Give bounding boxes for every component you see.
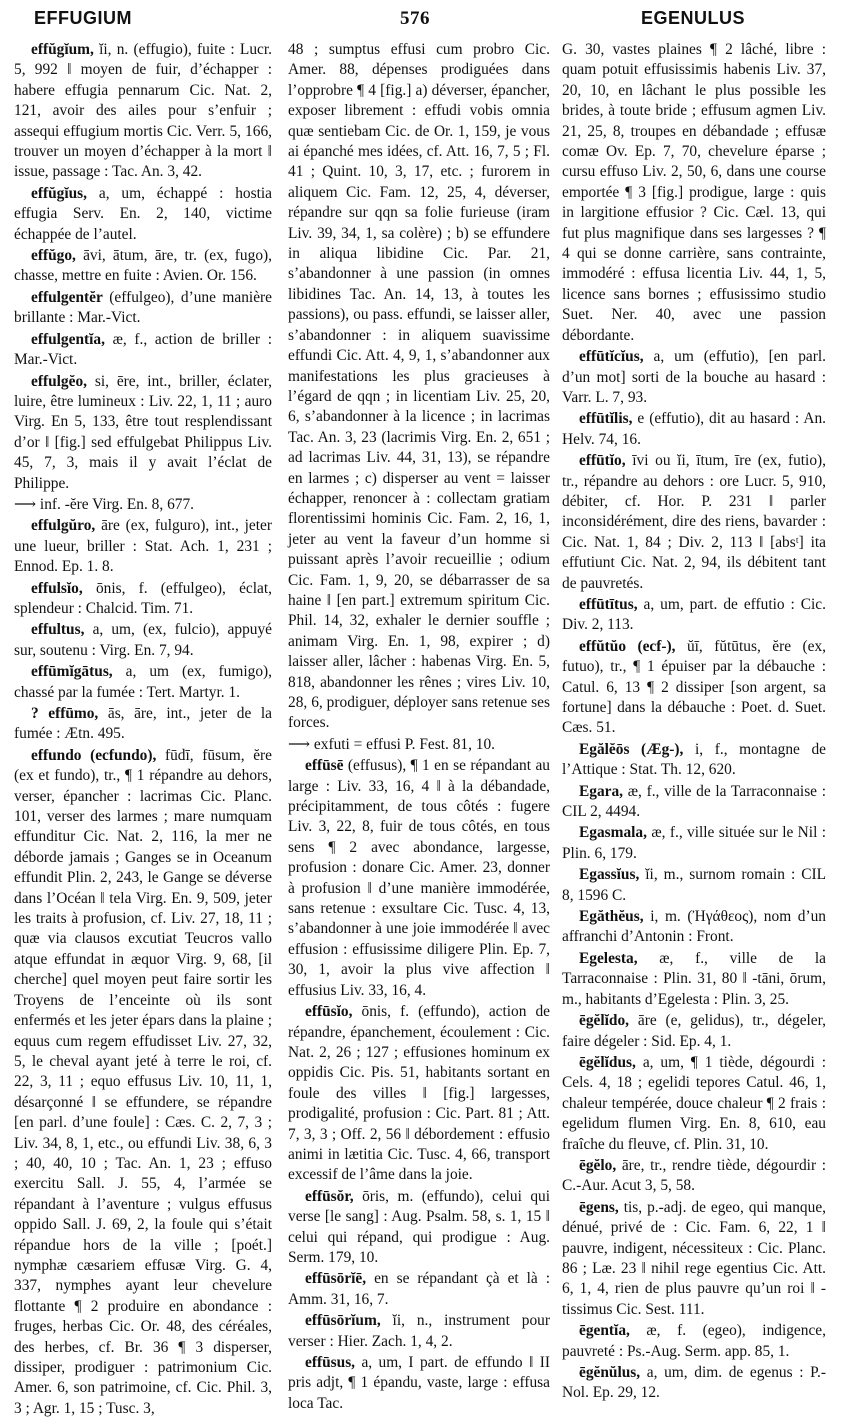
entry-body: āre (e, gelidus), tr., dégeler, faire dégeler : Sid. Ep. 4, 1. (562, 1012, 826, 1050)
entry-headword: ēgĕnŭlus, (579, 1364, 641, 1381)
entry-headword: ēgĕlo, (579, 1156, 617, 1174)
entry-headword: ēgentĭa, (579, 1322, 630, 1340)
entry-body: ĭi, n. (effugio), fuite : Lucr. 5, 992 ‖ moyen de fuir, d’échapper : habere effugia pennarum Cic. Nat. 2, 121, avoir des ailes pour s’enfuir ; assequi effugium mortis Cic. Verr. 5, 166, trouver un moyen d’échapper à la mort ‖ issue, passage : Tac. An. 3, 42. (14, 41, 272, 181)
entry-body: e (effutio), dit au hasard : An. Helv. 74, 16. (562, 410, 826, 448)
dictionary-entry (14, 620, 272, 661)
dictionary-entry (562, 1321, 826, 1362)
dictionary-entry (562, 782, 826, 823)
entry-headword: ēgens, (579, 1198, 619, 1216)
entry-body: ĭi, n., instrument pour verser : Hier. Zach. 1, 4, 2. (288, 1312, 550, 1350)
entry-body: ōnis, f. (effulgeo), éclat, splendeur : Chalcid. Tim. 71. (14, 579, 272, 617)
dictionary-entry (14, 372, 272, 494)
dictionary-entry (288, 1187, 550, 1269)
entry-headword: effulsĭo, (31, 579, 83, 597)
entry-body: a, um, dim. de egenus : P.-Nol. Ep. 29, 12. (562, 1364, 826, 1402)
dictionary-entry (14, 40, 272, 183)
dictionary-entry (14, 288, 272, 329)
entry-body: æ, f., action de briller : Mar.-Vict. (14, 330, 272, 369)
dictionary-entry (562, 907, 826, 948)
entry-body: īvi ou ĭi, ītum, īre (ex, futio), tr., répandre au dehors : ore Lucr. 5, 910, débiter, cf. Hor. P. 231 ‖ parler inconsidérément, dire des riens, bavarder : Cic. Nat. 1, 84 ; Div. 2, 113 ‖ [absᵗ] ita effutiunt Cic. Nat. 2, 94, ils débitent tant de pauvretés. (562, 452, 826, 592)
entry-headword: effūsŏr, (305, 1187, 354, 1205)
running-head-right: EGENULUS (640, 8, 745, 28)
entry-body: (effusus), ¶ 1 en se répandant au large : Liv. 33, 16, 4 ‖ à la débandade, précipitamment, de tous côtés : fugere Liv. 3, 22, 8, fuir de tous côtés, en tous sens ¶ 2 avec abondance, largesse, profusion : donare Cic. Amer. 23, donner à profusion ‖ d’une manière immodérée, sans retenue : exsultare Cic. Tusc. 4, 13, s’abandonner à une joie immodérée ‖ avec effusion : effusissime diligere Plin. Ep. 7, 30, 1, avoir la plus vive affection ‖ effusius Liv. 33, 16, 4. (288, 757, 550, 999)
entry-body: i, m. (Ἠγάθεος), nom d’un affranchi d’Antonin : Front. (562, 908, 826, 946)
entry-headword: Egassĭus, (579, 866, 640, 884)
entry-body: i, f., montagne de l’Attique : Stat. Th. 12, 620. (562, 740, 826, 779)
entry-body: ōris, m. (effundo), celui qui verse [le sang] : Aug. Psalm. 58, s. 1, 15 ‖ celui qui répand, qui prodigue : Aug. Serm. 179, 10. (288, 1187, 550, 1266)
entry-body: fūdī, fūsum, ĕre (ex et fundo), tr., ¶ 1 répandre au dehors, verser, épancher : lacrimas Cic. Planc. 101, verser des larmes ; mare numquam effunditur Cic. Nat. 2, 116, la mer ne déborde jamais ; Ganges se in Oceanum effundit Plin. 2, 243, le Gange se déverse dans l’Océan ‖ tela Virg. En. 9, 509, jeter les traits à profusion, cf. Liv. 27, 18, 11 ; quæ via clausos excutiat Teucros vallo atque effundat in æquor Virg. 9, 68, [il cherche] quel moyen peut faire sortir les Troyens de l’enceinte où ils sont enfermés et les jeter épars dans la plaine ; equus cum regem effudisset Liv. 27, 32, 5, le cheval ayant jeté à terre le roi, cf. 22, 3, 11 ; equo effusus Liv. 10, 11, 1, désarçonné ‖ se effundere, se répandre [en parl. d’une foule] : Cæs. C. 2, 7, 3 ; Liv. 34, 8, 1, etc., ou effundi Liv. 38, 6, 3 ; 40, 40, 10 ; Tac. An. 1, 23 ; effuso exercitu Sall. J. 55, 4, l’armée se répandant à l’aventure ; vulgus effusus oppido Sall. J. 69, 2, la foule qui s’était répandue hors de la ville ; [poét.] nymphæ cæsariem effusæ Virg. G. 4, 337, nymphes ayant leur chevelure flottante ¶ 2 produire en abondance : fruges, herbas Cic. Or. 48, des céréales, des herbes, cf. Br. 36 ¶ 3 disperser, dissiper, prodiguer : patrimonium Cic. Amer. 6, son patrimoine, cf. Cic. Phil. 3, 3 ; Agr. 1, 15 ; Tusc. 3, (14, 746, 272, 1417)
entry-body: a, um, échappé : hostia effugia Serv. En. 2, 140, victime échappée de l’autel. (14, 184, 272, 243)
dictionary-entry (562, 1363, 826, 1404)
entry-headword: effulgĕo, (31, 372, 87, 390)
dictionary-entry (562, 740, 826, 781)
entry-headword: effultus, (31, 621, 85, 639)
entry-body: āre (ex, fulguro), int., jeter une lueur, briller : Stat. Ach. 1, 231 ; Ennod. Ep. 1. 8. (14, 517, 272, 576)
entry-headword: effūsĭo, (305, 1003, 353, 1021)
entry-headword: effūmĭgātus, (31, 663, 113, 681)
entry-headword: effūtĭcĭus, (579, 348, 644, 366)
entry-headword: effŭgĭus, (31, 184, 88, 202)
dictionary-entry (562, 40, 826, 346)
entry-headword: Egasmala, (579, 824, 647, 842)
entry-body: (effulgeo), d’une manière brillante : Mar.-Vict. (14, 288, 272, 327)
dictionary-entry (562, 347, 826, 408)
entry-body: G. 30, vastes plaines ¶ 2 lâché, libre : quam potuit effusissimis habenis Liv. 37, 20, 10, en lâchant le plus possible les brides, à toute bride ; effusum agmen Liv. 21, 25, 8, troupes en débandade ; effusæ comæ Ov. Ep. 7, 70, chevelure éparse ; cursu effuso Liv. 2, 50, 6, dans une course emportée ¶ 3 [fig.] prodigue, large : quis in largitione effusior ? Cic. Cæl. 13, qui fut plus magnifique dans ses largesses ? ¶ 4 qui se donne carrière, sans contrainte, immodéré : effusa licentia Liv. 44, 1, 5, licence sans bornes ; effusissimo studio Suet. Ner. 40, avec une passion débordante. (562, 41, 826, 344)
entry-headword: effundo (ecfundo), (31, 746, 157, 764)
entry-body: æ, f., ville de la Tarraconnaise : CIL 2, 4494. (562, 782, 826, 821)
dictionary-entry (14, 184, 272, 245)
entry-headword: effūsōrĭum, (305, 1312, 381, 1330)
entry-body: æ, f., ville située sur le Nil : Plin. 6, 179. (562, 824, 826, 862)
entry-headword: effūsē (305, 757, 344, 775)
running-head-left: EFFUGIUM (34, 8, 132, 28)
dictionary-entry (288, 1269, 550, 1310)
dictionary-entry (288, 1353, 550, 1414)
dictionary-entry (14, 516, 272, 577)
entry-body: ⟶ exfuti = effusi P. Fest. 81, 10. (288, 735, 496, 753)
entry-body: a, um, part. de effutio : Cic. Div. 2, 113. (562, 595, 826, 634)
column-3 (562, 40, 826, 1402)
column-2 (288, 40, 550, 1412)
entry-body: ĭi, m., surnom romain : CIL 8, 1596 C. (562, 866, 826, 904)
dictionary-entry (288, 1002, 550, 1186)
dictionary-entry (562, 595, 826, 636)
dictionary-entry (562, 823, 826, 864)
entry-headword: Egelesta, (579, 949, 638, 967)
dictionary-entry (562, 409, 826, 450)
dictionary-entry (288, 1311, 550, 1352)
entry-body: āre, tr., rendre tiède, dégourdir : C.-Aur. Acut 3, 5, 58. (562, 1156, 826, 1195)
entry-body: a, um (ex, fumigo), chassé par la fumée : Tert. Martyr. 1. (14, 663, 272, 701)
dictionary-entry (562, 1053, 826, 1155)
page-header (0, 0, 841, 36)
entry-body: āvi, ātum, āre, tr. (ex, fugo), chasse, mettre en fuite : Avien. Or. 156. (14, 247, 272, 285)
dictionary-entry (14, 330, 272, 371)
dictionary-entry (288, 40, 550, 734)
dictionary-entry (14, 495, 272, 515)
entry-headword: effulgentĕr (31, 288, 103, 306)
entry-body: si, ēre, int., briller, éclater, luire, être lumineux : Liv. 22, 1, 11 ; auro Virg. En 5, 133, être tout resplendissant d’or ‖ [fig.] sed effulgebat Philippus Liv. 45, 7, 3, mais il y avait l’éclat de Philippe. (14, 372, 272, 492)
entry-headword: effulgŭro, (31, 517, 96, 535)
entry-headword: effūsus, (305, 1354, 356, 1371)
dictionary-entry (562, 865, 826, 906)
dictionary-entry (562, 451, 826, 594)
entry-headword: effŭgĭum, (31, 41, 94, 58)
entry-headword: effŭgo, (31, 247, 76, 265)
entry-body: ŭī, fŭtūtus, ĕre (ex, futuo), tr., ¶ 1 épuiser par la débauche : Catul. 6, 13 ¶ 2 dissiper [son argent, sa fortune] dans la débauche : Poet. d. Suet. Cæs. 51. (562, 637, 826, 737)
entry-body: a, um (effutio), [en parl. d’un mot] sorti de la bouche au hasard : Varr. L. 7, 93. (562, 348, 826, 406)
dictionary-entry (14, 579, 272, 620)
entry-body: 48 ; sumptus effusi cum probro Cic. Amer. 88, dépenses prodiguées dans l’opprobre ¶ 4 [fig.] a) déverser, épancher, exposer librement : effudi vobis omnia quæ sentiebam Cic. de Or. 1, 159, je vous ai épanché mes idées, cf. Att. 16, 7, 5 ; Fl. 41 ; Quint. 10, 3, 17, etc. ; furorem in aliquem Cic. Fam. 12, 25, 4, déverser, répandre sur qqn sa folie furieuse (iram Liv. 39, 34, 1, sa colère) ; b) se effundere in aliqua libidine Cic. Par. 21, s’abandonner à une passion (in omnes libidines Tac. An. 14, 13, à toutes les passions), ou pass. effundi, se laisser aller, s’abandonner : in aliquem suavissime effundi Cic. Att. 4, 9, 1, s’abandonner aux manifestations les plus gracieuses à l’égard de qqn ; in licentiam Liv. 25, 20, 6, s’abandonner à la licence ; in lacrimas Tac. An. 3, 23 (lacrimis Virg. En. 2, 651 ; ad lacrimas Liv. 44, 31, 13), se répandre en larmes ; c) disperser au vent = laisser échapper, renoncer à : collectam gratiam florentissimi hominis Cic. Fam. 2, 16, 1, jeter au vent la faveur d’un homme si puissant après l’avoir recueillie ; odium Cic. Fam. 1, 9, 20, se débarrasser de sa haine ‖ [en part.] extremum spiritum Cic. Phil. 14, 32, exhaler le dernier souffle ; animam Virg. En. 1, 98, expirer ; d) laisser aller, lâcher : habenas Virg. En. 5, 818, abandonner les rênes ; vires Liv. 10, 28, 6, prodiguer, déployer sans retenue ses forces. (288, 41, 550, 732)
dictionary-entry (562, 1156, 826, 1197)
dictionary-entry (562, 637, 826, 739)
entry-body: a, um, (ex, fulcio), appuyé sur, soutenu : Virg. En. 7, 94. (14, 621, 272, 659)
entry-body: a, um, I part. de effundo ‖ II pris adjt, ¶ 1 épandu, vaste, large : effusa loca Tac. (288, 1354, 550, 1412)
entry-headword: effūtītus, (579, 595, 638, 613)
entry-body: a, um, ¶ 1 tiède, dégourdi : Cels. 4, 18 ; egelidi tepores Catul. 46, 1, chaleur tempérée, douce chaleur ¶ 2 frais : egelidum flumen Virg. En. 8, 610, eau fraîche du fleuve, cf. Plin. 31, 10. (562, 1053, 826, 1153)
dictionary-entry (14, 246, 272, 287)
entry-body: ās, āre, int., jeter de la fumée : Ætn. 495. (14, 705, 272, 743)
entry-headword: effūsōrĭē, (305, 1270, 367, 1288)
dictionary-entry (14, 746, 272, 1419)
entry-body: æ, f. (egeo), indigence, pauvreté : Ps.-Aug. Serm. app. 85, 1. (562, 1322, 826, 1360)
entry-headword: Egăthĕus, (579, 908, 644, 926)
dictionary-entry (562, 1198, 826, 1320)
entry-headword: ēgĕlĭdo, (579, 1012, 630, 1030)
dictionary-entry (14, 662, 272, 703)
entry-headword: effūtĭo, (579, 452, 626, 470)
entry-body: æ, f., ville de la Tarraconnaise : Plin. 31, 80 ‖ -tāni, ōrum, m., habitants d’Egelesta : Plin. 3, 25. (562, 949, 826, 1008)
column-1 (14, 40, 272, 1417)
entry-headword: effūtĭlis, (579, 410, 633, 428)
entry-headword: Egălĕōs (Æg-), (579, 740, 684, 758)
entry-body: ⟶ inf. -ĕre Virg. En. 8, 677. (14, 495, 195, 513)
dictionary-entry (288, 735, 550, 755)
dictionary-entry (562, 949, 826, 1010)
dictionary-entry (562, 1011, 826, 1052)
entry-headword: ēgĕlĭdus, (579, 1053, 636, 1071)
entry-body: en se répandant çà et là : Amm. 31, 16, 7. (288, 1270, 550, 1308)
dictionary-entry (288, 756, 550, 1001)
entry-headword: Egara, (579, 782, 624, 800)
entry-headword: effŭtŭo (ecf-), (579, 637, 676, 655)
page-number: 576 (400, 8, 430, 29)
dictionary-entry (14, 704, 272, 745)
entry-body: tis, p.-adj. de egeo, qui manque, dénué, privé de : Cic. Fam. 6, 22, 1 ‖ pauvre, indigent, nécessiteux : Cic. Planc. 86 ; Læ. 23 ‖ nihil rege egentius Cic. Att. 6, 1, 4, rien de plus pauvre qu’un roi ‖ -tissimus Cic. Sest. 111. (562, 1198, 826, 1318)
entry-body: ōnis, f. (effundo), action de répandre, épanchement, écoulement : Cic. Nat. 2, 26 ; 127 ; effusiones hominum ex oppidis Cic. Pis. 51, habitants sortant en foule des villes ‖ [fig.] largesses, prodigalité, profusion : Cic. Part. 81 ; Att. 7, 3, 3 ; Off. 2, 56 ‖ débordement : effusio animi in lætitia Cic. Tusc. 4, 66, transport excessif de l’âme dans la joie. (288, 1003, 550, 1184)
entry-headword: ? effūmo, (31, 705, 99, 722)
entry-headword: effulgentĭa, (31, 330, 105, 348)
